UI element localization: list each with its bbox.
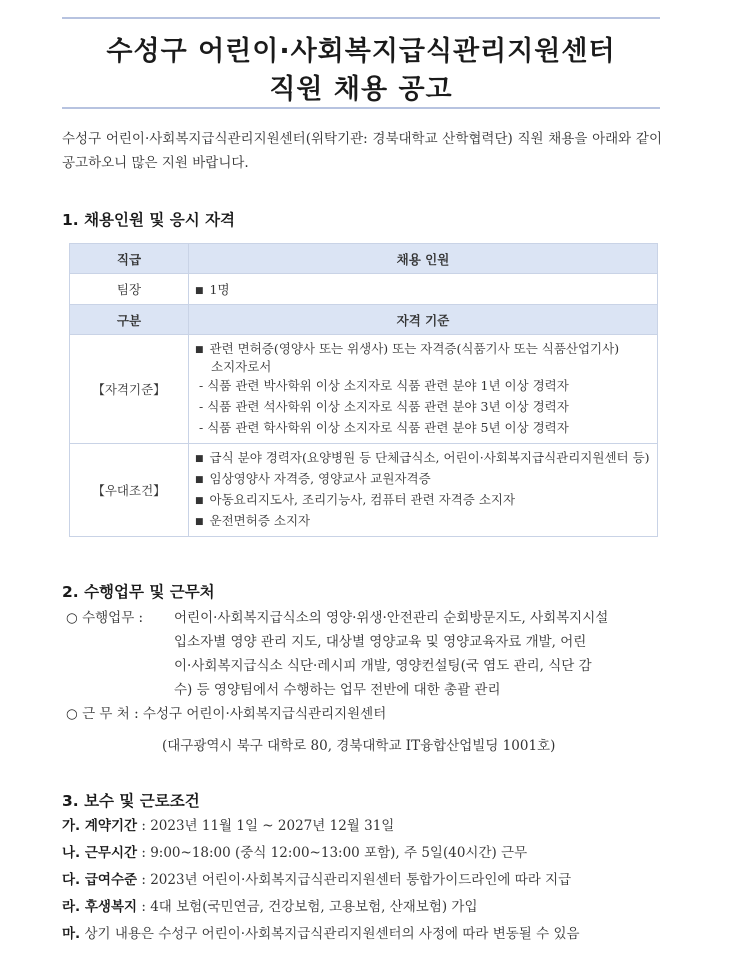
qualification-text-a: 관련 면허증(영양사 또는 위생사) 또는 자격증(식품기사 또는 식품산업기사) xyxy=(209,341,620,356)
preference-text: 급식 분야 경력자(요양병원 등 단체급식소, 어린이·사회복지급식관리지원센터 등) xyxy=(209,450,650,465)
qualification-sub-3: - 식품 관련 학사학위 이상 소지자로 식품 관련 분야 5년 이상 경력자 xyxy=(199,420,569,435)
condition-separator: : xyxy=(137,818,151,834)
bullet-icon: ■ xyxy=(195,454,204,464)
title-bottom-rule xyxy=(62,107,660,109)
place-value: 수성구 어린이·사회복지급식관리지원센터 xyxy=(142,706,387,722)
duty-line: 어린이·사회복지급식소의 영양·위생·안전관리 순회방문지도, 사회복지시설 xyxy=(174,610,609,626)
place-block xyxy=(66,702,666,734)
place-address: (대구광역시 북구 대학로 80, 경북대학교 IT융합산업빌딩 1001호) xyxy=(162,738,556,754)
condition-item xyxy=(62,813,672,840)
condition-item xyxy=(62,921,672,948)
qualification-label: 【자격기준】 xyxy=(70,335,189,444)
intro-paragraph: 수성구 어린이·사회복지급식관리지원센터(위탁기관: 경북대학교 산학협력단) 직원 채용을 아래와 같이 공고하오니 많은 지원 바랍니다. xyxy=(62,131,662,171)
duty-block xyxy=(66,606,666,702)
qualification-main xyxy=(195,340,651,359)
table-row-qualification xyxy=(70,335,658,444)
page-title-line2: 직원 채용 공고 xyxy=(269,74,453,105)
preference-text: 아동요리지도사, 조리기능사, 컴퓨터 관련 자격증 소지자 xyxy=(209,492,516,507)
preference-item xyxy=(195,448,651,469)
duty-text xyxy=(174,606,666,702)
condition-text: 9:00~18:00 (중식 12:00~13:00 포함), 주 5일(40시간) 근무 xyxy=(150,845,528,861)
table-row-rank xyxy=(70,274,658,305)
duty-line: 이·사회복지급식소 식단·레시피 개발, 영양컨설팅(국 염도 관리, 식단 감 xyxy=(174,658,592,674)
duty-line: 수) 등 영양팀에서 수행하는 업무 전반에 대한 총괄 관리 xyxy=(174,682,501,698)
bullet-icon: ■ xyxy=(195,286,204,296)
qualification-sub-2: - 식품 관련 석사학위 이상 소지자로 식품 관련 분야 3년 이상 경력자 xyxy=(199,399,569,414)
condition-separator: : xyxy=(137,845,151,861)
count-value: 1명 xyxy=(209,282,230,297)
condition-text: 2023년 어린이·사회복지급식관리지원센터 통합가이드라인에 따라 지급 xyxy=(150,872,572,888)
title-top-rule xyxy=(62,17,660,19)
condition-label: 가. 계약기간 xyxy=(62,818,138,834)
duty-label: ○ 수행업무 : xyxy=(66,610,144,626)
header-rank: 직급 xyxy=(70,244,189,274)
section2-heading: 2. 수행업무 및 근무처 xyxy=(62,583,215,601)
place-label: ○ 근 무 처 : xyxy=(66,706,139,722)
preference-label: 【우대조건】 xyxy=(70,444,189,537)
condition-text: 4대 보험(국민연금, 건강보험, 고용보험, 산재보험) 가입 xyxy=(150,899,478,915)
table-header-row-1 xyxy=(70,244,658,274)
recruitment-table xyxy=(69,243,658,537)
condition-item xyxy=(62,840,672,867)
preference-text: 임상영양사 자격증, 영양교사 교원자격증 xyxy=(209,471,431,486)
preference-item xyxy=(195,469,651,490)
section1-heading: 1. 채용인원 및 응시 자격 xyxy=(62,211,236,229)
bullet-icon: ■ xyxy=(195,345,204,355)
section2-body xyxy=(66,606,666,758)
section3-heading: 3. 보수 및 근로조건 xyxy=(62,792,200,810)
condition-item xyxy=(62,867,672,894)
count-cell xyxy=(189,274,658,305)
table-header-row-2 xyxy=(70,305,658,335)
condition-text: 상기 내용은 수성구 어린이·사회복지급식관리지원센터의 사정에 따라 변동될 수 있음 xyxy=(84,926,580,942)
preference-text: 운전면허증 소지자 xyxy=(209,513,311,528)
condition-label: 마. xyxy=(62,926,81,942)
preference-item xyxy=(195,511,651,532)
bullet-icon: ■ xyxy=(195,496,204,506)
rank-cell: 팀장 xyxy=(70,274,189,305)
condition-label: 다. 급여수준 xyxy=(62,872,138,888)
condition-label: 라. 후생복지 xyxy=(62,899,138,915)
header-count: 채용 인원 xyxy=(189,244,658,274)
condition-separator: : xyxy=(137,899,151,915)
bullet-icon: ■ xyxy=(195,517,204,527)
preference-item xyxy=(195,490,651,511)
duty-line: 입소자별 영양 관리 지도, 대상별 영양교육 및 영양교육자료 개발, 어린 xyxy=(174,634,587,650)
condition-separator: : xyxy=(137,872,151,888)
title-box xyxy=(62,17,660,109)
qualification-text-b: 소지자로서 xyxy=(211,359,272,374)
condition-label: 나. 근무시간 xyxy=(62,845,138,861)
qualification-cell xyxy=(189,335,658,444)
condition-text: 2023년 11월 1일 ~ 2027년 12월 31일 xyxy=(150,818,395,834)
qualification-sub-1: - 식품 관련 박사학위 이상 소지자로 식품 관련 분야 1년 이상 경력자 xyxy=(199,378,569,393)
bullet-icon: ■ xyxy=(195,475,204,485)
table-row-preference xyxy=(70,444,658,537)
preference-cell xyxy=(189,444,658,537)
header-category: 구분 xyxy=(70,305,189,335)
condition-item xyxy=(62,894,672,921)
page-title-line1: 수성구 어린이·사회복지급식관리지원센터 xyxy=(106,36,616,67)
section3-list xyxy=(62,813,672,948)
header-criteria: 자격 기준 xyxy=(189,305,658,335)
